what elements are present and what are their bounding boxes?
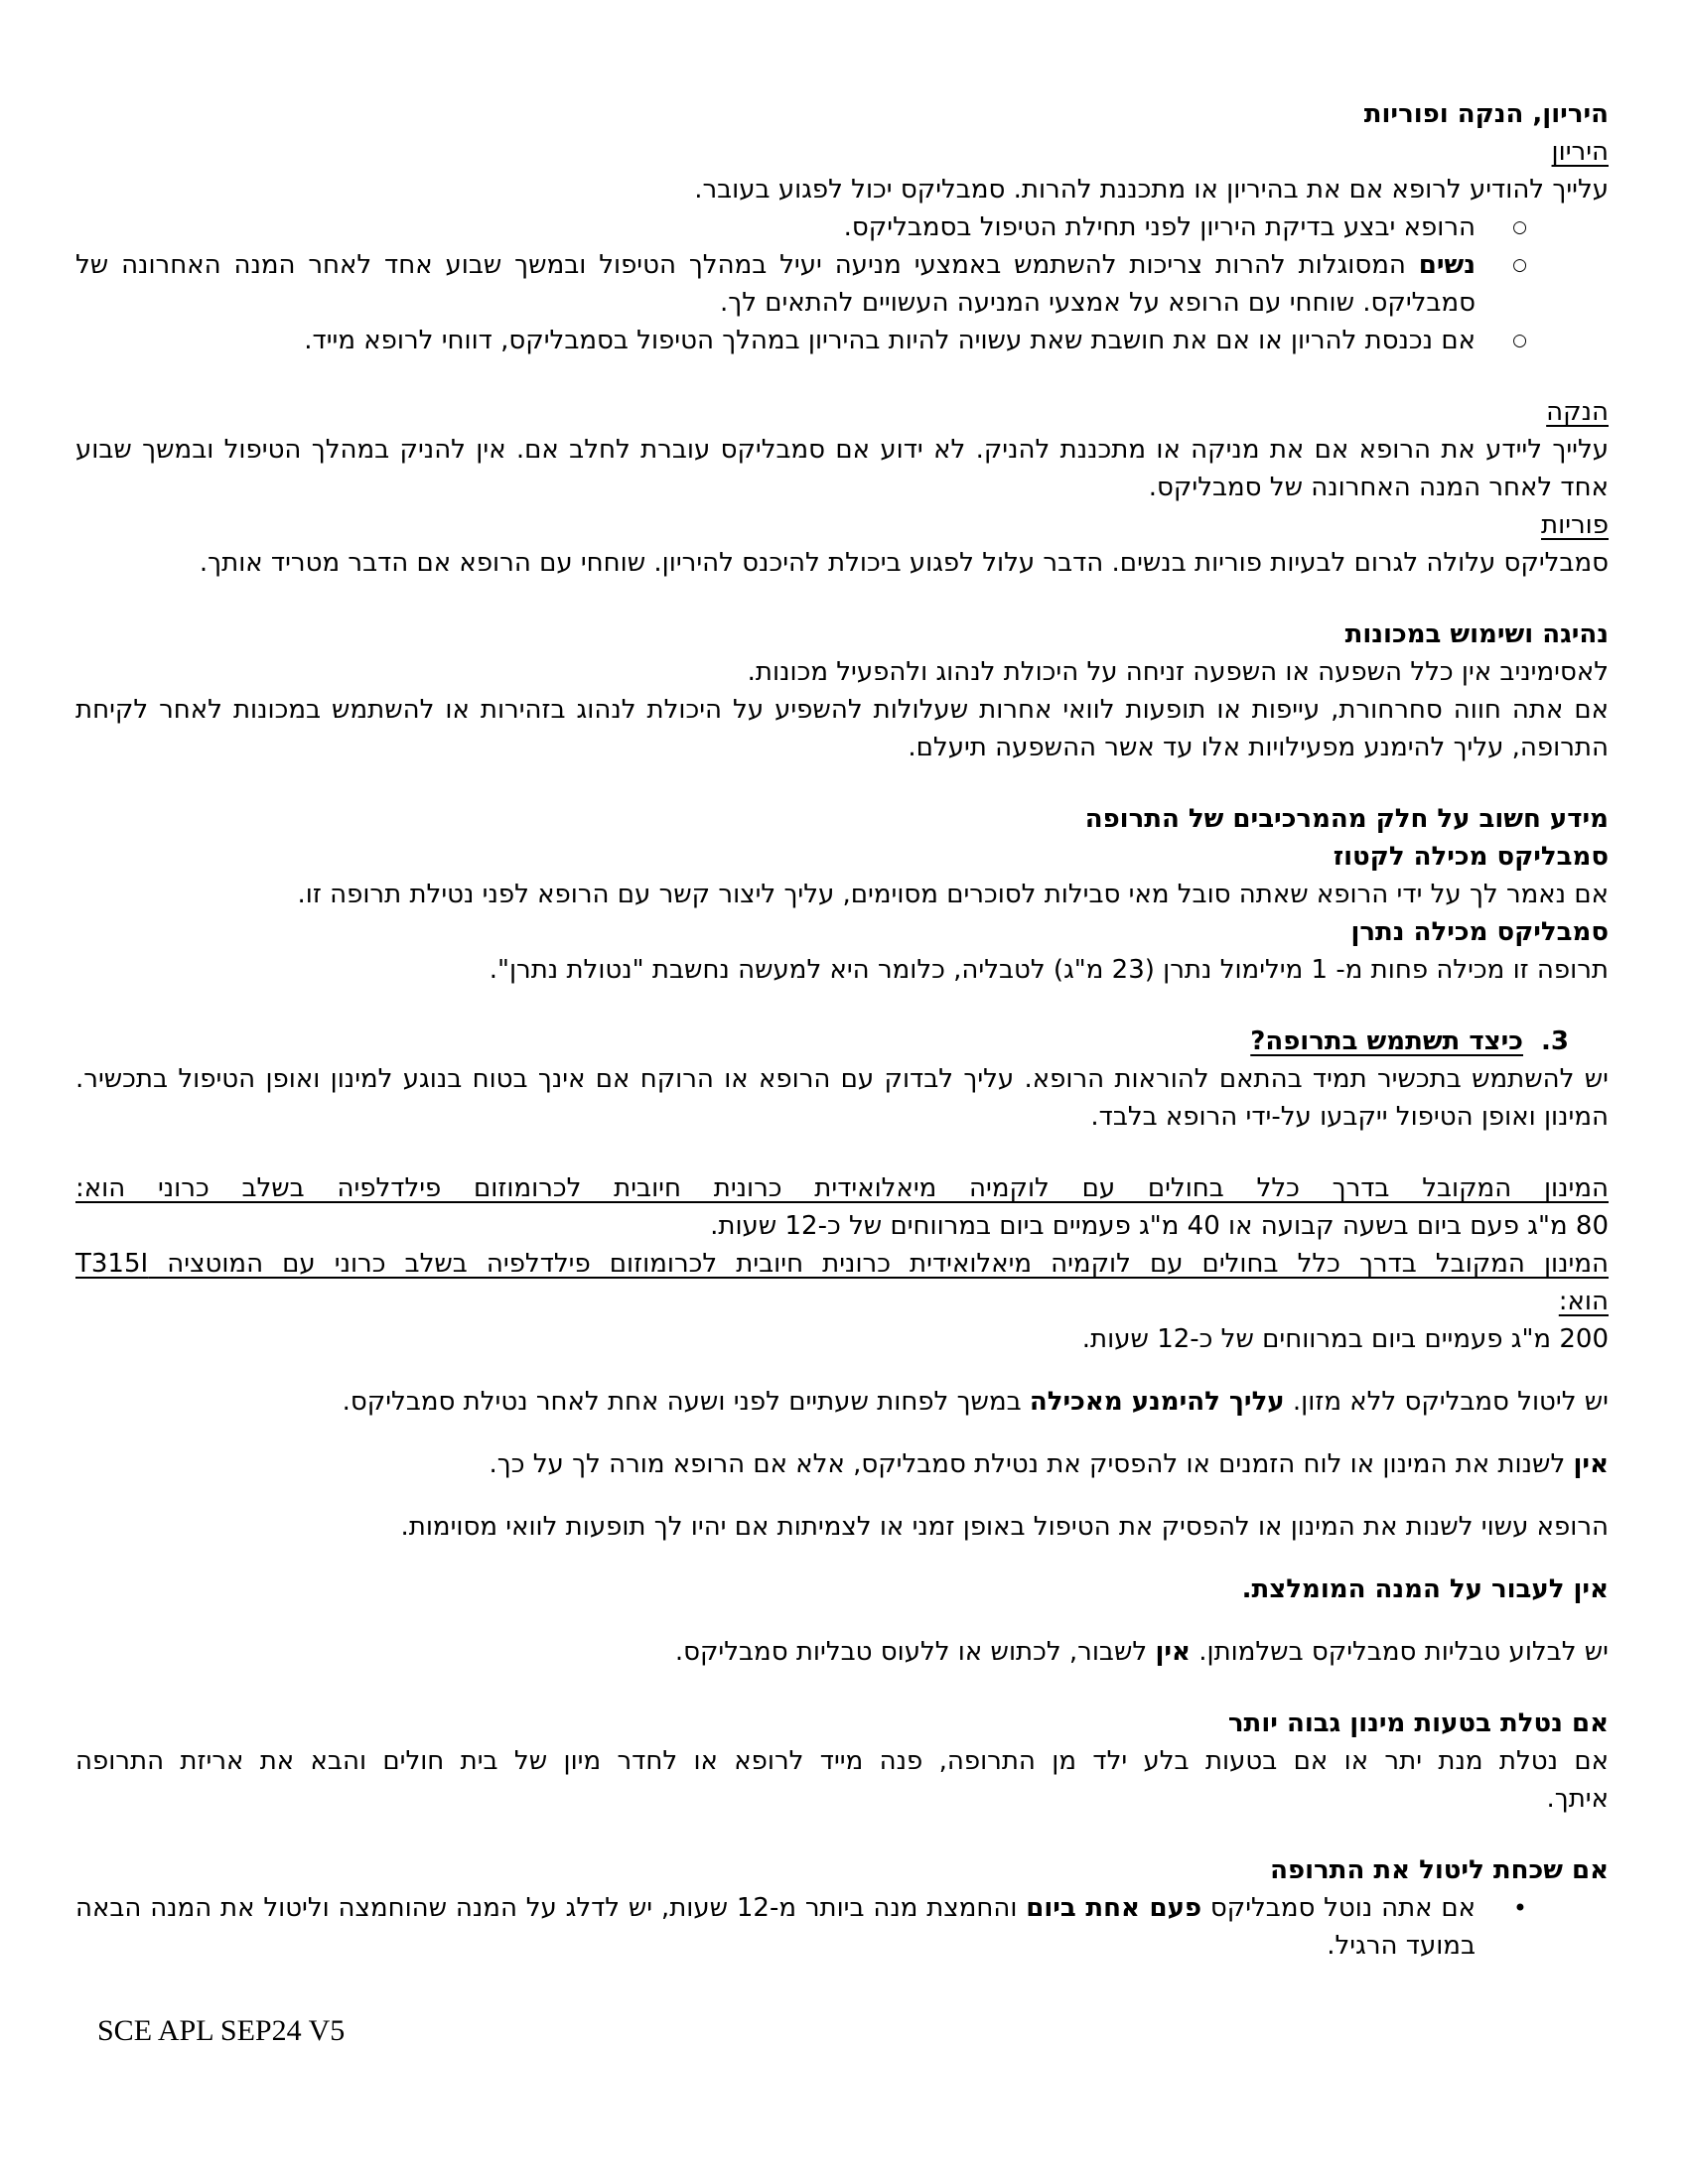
para-doctor-may-change: הרופא עשוי לשנות את המינון או להפסיק את הטיפול באופן זמני או לצמיתות אם יהיו לך תופעות לוואי מסוימות. xyxy=(400,1512,1609,1542)
bullet-text: אם נכנסת להריון או אם את חושבת שאת עשויה להיות בהיריון במהלך הטיפול בסמבליקס, דווחי לרופא מייד. xyxy=(304,326,1476,355)
bullet-report-pregnancy xyxy=(75,322,1609,359)
section-heading-how-to-use xyxy=(75,1023,1609,1060)
bold-avoid-eating: עליך להימנע מאכילה xyxy=(1029,1387,1285,1417)
bullet-missed-dose xyxy=(75,1889,1609,1965)
para-overdose-line1: אם נטלת מנת יתר או אם בטעות בלע ילד מן התרופה, פנה מייד לרופא או לחדר מיון של בית חולים והבא את אריזת התרופה xyxy=(75,1746,1609,1776)
bullet-text: הרופא יבצע בדיקת היריון לפני תחילת הטיפול בסמבליקס. xyxy=(843,212,1476,242)
spacer xyxy=(75,1608,1609,1633)
subheading-fertility: פוריות xyxy=(1541,510,1609,540)
section-title-pregnancy-breastfeeding-fertility: היריון, הנקה ופוריות xyxy=(1363,99,1609,129)
text-run: אם אתה נוטל סמבליקס xyxy=(1201,1893,1476,1923)
text-run: יש ליטול סמבליקס ללא מזון. xyxy=(1284,1387,1609,1417)
disc-bullet-icon: • xyxy=(1512,1894,1527,1922)
bold-women: נשים xyxy=(1418,250,1476,280)
text-run: לשבור, לכתוש או ללעוס טבליות סמבליקס. xyxy=(674,1637,1156,1667)
text-run: יש לבלוע טבליות סמבליקס בשלמותן. xyxy=(1190,1637,1609,1667)
dose-heading-t315i-line2: הוא: xyxy=(1558,1287,1609,1316)
section-title-overdose: אם נטלת בטעות מינון גבוה יותר xyxy=(1227,1708,1609,1738)
subheading-breastfeeding: הנקה xyxy=(1546,397,1609,427)
spacer xyxy=(75,1546,1609,1570)
leaflet-content xyxy=(75,95,1609,1965)
para-usage-intro: יש להשתמש בתכשיר תמיד בהתאם להוראות הרופא. עליך לבדוק עם הרופא או הרוקח אם אינך בטוח בנוגע למינון ואופן הטיפול בתכשיר. המינון ואופן הטיפול ייקבעו על-ידי הרופא בלבד. xyxy=(75,1064,1609,1132)
bold-do-not: אין xyxy=(1155,1637,1191,1667)
para-no-change xyxy=(75,1445,1609,1483)
spacer xyxy=(75,359,1609,393)
section-title-missed-dose: אם שכחת ליטול את התרופה xyxy=(1270,1855,1609,1885)
para-breastfeeding: עלייך ליידע את הרופא אם את מניקה או מתכננת להניק. לא ידוע אם סמבליקס עוברת לחלב אם. אין להניק במהלך הטיפול ובמשך שבוע אחד לאחר המנה האחרונה של סמבליקס. xyxy=(75,435,1609,502)
spacer xyxy=(75,582,1609,615)
para-sodium: תרופה זו מכילה פחות מ- 1 מילימול נתרן (23 מ"ג) לטבליה, כלומר היא למעשה נחשבת "נטולת נתרן". xyxy=(489,955,1609,985)
circle-bullet-icon: ○ xyxy=(1512,331,1527,350)
text-run: במשך לפחות שעתיים לפני ושעה אחת לאחר נטילת סמבליקס. xyxy=(342,1387,1030,1417)
section-title-driving: נהיגה ושימוש במכונות xyxy=(1344,619,1609,649)
spacer xyxy=(75,1358,1609,1383)
bullet-text-rest: המסוגלות להרות צריכות להשתמש באמצעי מניעה יעיל במהלך הטיפול ובמשך שבוע אחד לאחר המנה האחרונה של סמבליקס. שוחחי עם הרופא על אמצעי המניעה העשויים להתאים לך. xyxy=(75,250,1476,318)
dose-value-cml-cp: 80 מ"ג פעם ביום בשעה קבועה או 40 מ"ג פעמיים ביום במרווחים של כ-12 שעות. xyxy=(710,1211,1609,1241)
section-number: 3. xyxy=(1541,1026,1569,1056)
dose-heading-cml-cp: המינון המקובל בדרך כלל בחולים עם לוקמיה מיאלואידית כרונית חיובית לכרומוזום פילדלפיה בשלב כרוני הוא: xyxy=(75,1173,1609,1203)
dose-heading-t315i-line1: המינון המקובל בדרך כלל בחולים עם לוקמיה מיאלואידית כרונית חיובית לכרומוזום פילדלפיה בשלב כרוני עם המוטציה T315I xyxy=(75,1249,1609,1279)
bullet-contraception xyxy=(75,246,1609,322)
circle-bullet-icon: ○ xyxy=(1512,255,1527,275)
spacer xyxy=(75,1671,1609,1705)
spacer xyxy=(75,1818,1609,1851)
para-fertility: סמבליקס עלולה לגרום לבעיות פוריות בנשים. הדבר עלול לפגוע ביכולת להיכנס להיריון. שוחחי עם הרופא אם הדבר מטריד אותך. xyxy=(199,548,1609,578)
subheading-pregnancy: היריון xyxy=(1551,137,1609,167)
circle-bullet-icon: ○ xyxy=(1512,217,1527,237)
text-run: לשנות את המינון או לוח הזמנים או להפסיק את נטילת סמבליקס, אלא אם הרופא מורה לך על כך. xyxy=(489,1449,1574,1479)
dose-value-t315i: 200 מ"ג פעמיים ביום במרווחים של כ-12 שעות. xyxy=(1081,1324,1609,1354)
subheading-lactose: סמבליקס מכילה לקטוז xyxy=(1333,842,1609,872)
bullet-pregnancy-test xyxy=(75,208,1609,246)
para-overdose-line2: איתך. xyxy=(1546,1784,1609,1814)
spacer xyxy=(75,1421,1609,1445)
para-driving-1: לאסימיניב אין כלל השפעה או השפעה זניחה על היכולת לנהוג ולהפעיל מכונות. xyxy=(747,657,1609,687)
para-no-food xyxy=(75,1383,1609,1421)
bold-once-daily: פעם אחת ביום xyxy=(1026,1893,1202,1923)
section-title-how-to-use: כיצד תשתמש בתרופה? xyxy=(1250,1026,1524,1056)
bullet-text xyxy=(75,1889,1476,1965)
subheading-sodium: סמבליקס מכילה נתרן xyxy=(1350,917,1609,947)
bullet-text xyxy=(75,246,1476,322)
para-swallow-whole xyxy=(75,1633,1609,1671)
spacer xyxy=(75,1483,1609,1508)
text-run: והחמצת מנה ביותר מ-12 שעות, יש לדלג על המנה שהוחמצה וליטול את המנה הבאה במועד הרגיל. xyxy=(75,1893,1476,1961)
section-title-ingredients: מידע חשוב על חלק מהמרכיבים של התרופה xyxy=(1084,804,1609,834)
bold-do-not: אין xyxy=(1573,1449,1609,1479)
para-driving-2: אם אתה חווה סחרחורת, עייפות או תופעות לוואי אחרות שעלולות להשפיע על היכולת לנהוג בזהירות או להשתמש במכונות לאחר לקיחת התרופה, עליך להימנע מפעילויות אלו עד אשר ההשפעה תיעלם. xyxy=(75,695,1609,762)
spacer xyxy=(75,766,1609,800)
document-version-footer: SCE APL SEP24 V5 xyxy=(97,2014,346,2047)
spacer xyxy=(75,1136,1609,1169)
para-lactose: אם נאמר לך על ידי הרופא שאתה סובל מאי סבילות לסוכרים מסוימים, עליך ליצור קשר עם הרופא לפני נטילת תרופה זו. xyxy=(297,880,1609,909)
para-pregnancy-intro: עלייך להודיע לרופא אם את בהיריון או מתכננת להרות. סמבליקס יכול לפגוע בעובר. xyxy=(694,175,1609,205)
para-max-dose: אין לעבור על המנה המומלצת. xyxy=(1241,1574,1609,1604)
spacer xyxy=(75,989,1609,1023)
